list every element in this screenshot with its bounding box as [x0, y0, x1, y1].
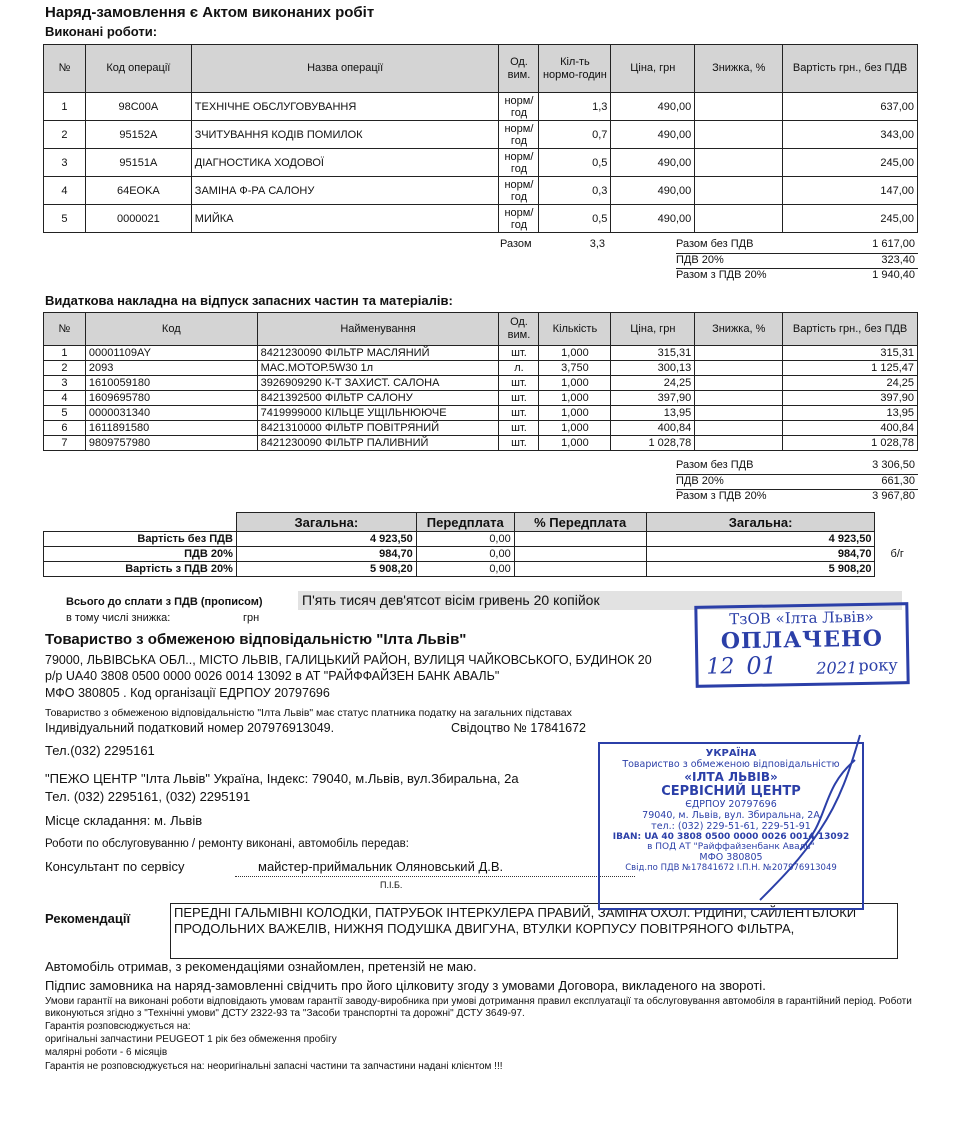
- row-name: 8421392500 ФІЛЬТР САЛОНУ: [257, 391, 499, 406]
- row-number: 4: [44, 391, 86, 406]
- col-total-2: Загальна:: [646, 513, 875, 532]
- stamp-line: в ПОД АТ "Райффайзенбанк Аваль": [647, 842, 815, 852]
- row-discount: [695, 436, 783, 451]
- summary-empty-cell: [875, 513, 919, 532]
- paid-stamp-month: 01: [746, 651, 778, 680]
- row-price: 490,00: [611, 121, 695, 149]
- works-vat-label: ПДВ 20%: [676, 254, 724, 266]
- table-row: [44, 547, 920, 562]
- row-total-2: 5 908,20: [646, 562, 875, 577]
- row-code: 0000021: [85, 205, 191, 233]
- works-total-vat-label: Разом з ПДВ 20%: [676, 269, 767, 281]
- row-code: 64EOKA: [85, 177, 191, 205]
- row-code: 9809757980: [85, 436, 257, 451]
- table-row: [44, 93, 918, 121]
- row-qty: 0,5: [539, 149, 611, 177]
- row-total: 637,00: [783, 93, 918, 121]
- row-discount: [695, 361, 783, 376]
- row-number: 5: [44, 205, 86, 233]
- col-number: №: [44, 313, 86, 346]
- row-unit: норм/год: [499, 177, 539, 205]
- col-discount: Знижка, %: [695, 313, 783, 346]
- table-row: [44, 376, 918, 391]
- table-row: [44, 346, 918, 361]
- row-price: 490,00: [611, 205, 695, 233]
- col-op-code: Код операції: [85, 45, 191, 93]
- row-qty: 3,750: [539, 361, 611, 376]
- row-total: 5 908,20: [236, 562, 416, 577]
- parts-section-title: Видаткова накладна на відпуск запасних частин та матеріалів:: [45, 293, 453, 308]
- col-total: Вартість грн., без ПДВ: [783, 45, 918, 93]
- handover-text: Роботи по обслуговуванню / ремонту виконані, автомобіль передав:: [45, 838, 409, 850]
- works-total-label: Разом без ПДВ: [676, 238, 754, 250]
- stamp-line: «ІЛТА ЛЬВІВ»: [684, 770, 778, 784]
- service-center: "ПЕЖО ЦЕНТР "Ілта Львів" Україна, Індекс: 79040, м.Львів, вул.Збиральна, 2а: [45, 771, 519, 786]
- stamp-line: тел.: (032) 229-51-61, 229-51-91: [651, 821, 811, 832]
- row-name: МАС.МОТОР.5W30 1л: [257, 361, 499, 376]
- row-name: 8421310000 ФІЛЬТР ПОВІТРЯНИЙ: [257, 421, 499, 436]
- row-qty: 1,000: [539, 346, 611, 361]
- signature-scribble: [700, 730, 870, 910]
- row-name: МИЙКА: [191, 205, 499, 233]
- works-table-header: [44, 45, 918, 93]
- works-section-title: Виконані роботи:: [45, 24, 158, 39]
- row-qty: 0,7: [539, 121, 611, 149]
- row-prepay-percent: [514, 547, 646, 562]
- table-row: [44, 177, 918, 205]
- row-total: 400,84: [783, 421, 918, 436]
- warranty-applies: Гарантія розповсюджується на:: [45, 1021, 191, 1032]
- row-number: 2: [44, 361, 86, 376]
- table-row: [44, 361, 918, 376]
- col-price: Ціна, грн: [611, 313, 695, 346]
- row-number: 5: [44, 406, 86, 421]
- paid-stamp-year: 2021: [816, 658, 858, 678]
- row-price: 315,31: [611, 346, 695, 361]
- col-total: Вартість грн., без ПДВ: [783, 313, 918, 346]
- row-extra: б/г: [875, 547, 919, 562]
- row-total-2: 984,70: [646, 547, 875, 562]
- company-mfo: МФО 380805 . Код організації ЕДРПОУ 20797696: [45, 686, 330, 700]
- works-sum-qty: 3,3: [589, 238, 605, 250]
- col-qty: Кількість: [539, 313, 611, 346]
- col-name: Найменування: [257, 313, 499, 346]
- row-number: 1: [44, 93, 86, 121]
- row-extra: [875, 532, 919, 547]
- row-prepay: 0,00: [416, 532, 514, 547]
- row-total: 1 028,78: [783, 436, 918, 451]
- row-total: 984,70: [236, 547, 416, 562]
- row-price: 400,84: [611, 421, 695, 436]
- works-table: [43, 44, 918, 233]
- stamp-line: Товариство з обмеженою відповідальністю: [622, 759, 840, 770]
- company-address: 79000, ЛЬВІВСЬКА ОБЛ.., МІСТО ЛЬВІВ, ГАЛИЦЬКИЙ РАЙОН, ВУЛИЦЯ ЧАЙКОВСЬКОГО, БУДИНОК 20: [45, 653, 652, 667]
- col-discount: Знижка, %: [695, 45, 783, 93]
- row-name: ДІАГНОСТИКА ХОДОВОЇ: [191, 149, 499, 177]
- row-number: 3: [44, 149, 86, 177]
- stamp-line: Свід.по ПДВ №17841672 І.П.Н. №207976913049: [625, 863, 837, 873]
- col-hours: Кіл-ть нормо-годин: [539, 45, 611, 93]
- row-discount: [695, 121, 783, 149]
- row-code: 98C00A: [85, 93, 191, 121]
- col-prepay: Передплата: [416, 513, 514, 532]
- place-of-issue: Місце складання: м. Львів: [45, 813, 203, 828]
- row-qty: 1,000: [539, 436, 611, 451]
- row-number: 4: [44, 177, 86, 205]
- parts-total-value: 3 306,50: [872, 459, 915, 471]
- table-row: [44, 532, 920, 547]
- parts-vat-label: ПДВ 20%: [676, 475, 724, 487]
- amount-words-value: П'ять тисяч дев'ятсот вісім гривень 20 копійок: [298, 591, 902, 610]
- col-price: Ціна, грн: [611, 45, 695, 93]
- row-total-2: 4 923,50: [646, 532, 875, 547]
- signature-line: [235, 876, 635, 877]
- row-unit: л.: [499, 361, 539, 376]
- row-qty: 1,000: [539, 421, 611, 436]
- parts-total-label: Разом без ПДВ: [676, 459, 754, 471]
- row-number: 7: [44, 436, 86, 451]
- company-bank: р/р UA40 3808 0500 0000 0026 0014 13092 в АТ "РАЙФФАЙЗЕН БАНК АВАЛЬ": [45, 669, 500, 683]
- warranty-parts: оригінальні запчастини PEUGEOT 1 рік без обмеження пробігу: [45, 1034, 337, 1045]
- col-code: Код: [85, 313, 257, 346]
- row-number: 1: [44, 346, 86, 361]
- col-number: №: [44, 45, 86, 93]
- row-code: 00001109AY: [85, 346, 257, 361]
- row-total: 13,95: [783, 406, 918, 421]
- row-price: 300,13: [611, 361, 695, 376]
- parts-total-vat-value: 3 967,80: [872, 490, 915, 502]
- row-label: ПДВ 20%: [44, 547, 237, 562]
- discount-unit: грн: [243, 612, 260, 624]
- table-row: [44, 562, 920, 577]
- row-name: ТЕХНІЧНЕ ОБСЛУГОВУВАННЯ: [191, 93, 499, 121]
- amount-words-label: Всього до сплати з ПДВ (прописом): [66, 596, 263, 608]
- row-unit: шт.: [499, 346, 539, 361]
- paid-stamp-day: 12: [706, 654, 735, 680]
- row-unit: шт.: [499, 391, 539, 406]
- row-qty: 1,000: [539, 376, 611, 391]
- row-discount: [695, 149, 783, 177]
- row-code: 0000031340: [85, 406, 257, 421]
- row-total: 397,90: [783, 391, 918, 406]
- service-center-phones: Тел. (032) 2295161, (032) 2295191: [45, 789, 251, 804]
- row-price: 1 028,78: [611, 436, 695, 451]
- stamp-line: ЄДРПОУ 20797696: [685, 799, 777, 810]
- col-unit: Од. вим.: [499, 313, 539, 346]
- summary-empty-cell: [44, 513, 237, 532]
- row-discount: [695, 421, 783, 436]
- stamp-line: МФО 380805: [699, 852, 763, 863]
- company-name: Товариство з обмеженою відповідальністю "Ілта Львів": [45, 631, 467, 648]
- row-name: 8421230090 ФІЛЬТР МАСЛЯНИЙ: [257, 346, 499, 361]
- table-row: [44, 149, 918, 177]
- row-prepay-percent: [514, 532, 646, 547]
- table-row: [44, 391, 918, 406]
- table-row: [44, 205, 918, 233]
- parts-table-header: [44, 313, 918, 346]
- col-total: Загальна:: [236, 513, 416, 532]
- row-name: 7419999000 КІЛЬЦЕ УЩІЛЬНЮЮЧЕ: [257, 406, 499, 421]
- row-code: 2093: [85, 361, 257, 376]
- row-unit: норм/год: [499, 93, 539, 121]
- row-name: ЗАМІНА Ф-РА САЛОНУ: [191, 177, 499, 205]
- row-unit: шт.: [499, 421, 539, 436]
- row-unit: шт.: [499, 406, 539, 421]
- row-name: ЗЧИТУВАННЯ КОДІВ ПОМИЛОК: [191, 121, 499, 149]
- table-row: [44, 406, 918, 421]
- paid-stamp: [694, 602, 909, 688]
- row-discount: [695, 391, 783, 406]
- row-total: 245,00: [783, 149, 918, 177]
- row-price: 13,95: [611, 406, 695, 421]
- parts-total-vat-label: Разом з ПДВ 20%: [676, 490, 767, 502]
- tax-status: Товариство з обмеженою відповідальністю "Ілта Львів" має статус платника податку на загальних підставах: [45, 707, 572, 719]
- row-number: 6: [44, 421, 86, 436]
- company-phone: Тел.(032) 2295161: [45, 743, 155, 758]
- row-discount: [695, 177, 783, 205]
- row-discount: [695, 406, 783, 421]
- tax-number: Індивідуальний податковий номер 207976913049.: [45, 721, 335, 735]
- warranty-paint: малярні роботи - 6 місяців: [45, 1047, 168, 1058]
- parts-table: [43, 312, 918, 451]
- row-price: 490,00: [611, 177, 695, 205]
- row-name: 8421230090 ФІЛЬТР ПАЛИВНИЙ: [257, 436, 499, 451]
- row-unit: норм/год: [499, 121, 539, 149]
- row-qty: 0,5: [539, 205, 611, 233]
- row-unit: норм/год: [499, 149, 539, 177]
- row-qty: 1,000: [539, 406, 611, 421]
- row-prepay-percent: [514, 562, 646, 577]
- signature-note: Підпис замовника на наряд-замовленні свідчить про його цілковиту згоду з умовами Договора, викладеного на звороті.: [45, 978, 766, 993]
- stamp-line: УКРАЇНА: [705, 748, 757, 759]
- recommendations-label: Рекомендації: [45, 911, 131, 926]
- row-label: Вартість з ПДВ 20%: [44, 562, 237, 577]
- row-code: 1610059180: [85, 376, 257, 391]
- row-total: 1 125,47: [783, 361, 918, 376]
- warranty-terms: Умови гарантії на виконані роботи відповідають умовам гарантії заводу-виробника при умові дотримання правил експлуатації та обслуговування автомобіля в гарантійний період. Роботи виконуються згідно з "Технічні умови" ДСТУ 2322-93 та "Засоби транспортні та дорожні" ДСТУ 3649-97.: [45, 996, 912, 1019]
- row-discount: [695, 346, 783, 361]
- parts-vat-value: 661,30: [881, 475, 915, 487]
- row-price: 490,00: [611, 93, 695, 121]
- row-extra: [875, 562, 919, 577]
- row-total: 245,00: [783, 205, 918, 233]
- row-total: 4 923,50: [236, 532, 416, 547]
- discount-label: в тому числі знижка:: [66, 612, 171, 624]
- row-name: 3926909290 К-Т ЗАХИСТ. САЛОНА: [257, 376, 499, 391]
- row-code: 1609695780: [85, 391, 257, 406]
- row-unit: норм/год: [499, 205, 539, 233]
- row-prepay: 0,00: [416, 547, 514, 562]
- row-price: 397,90: [611, 391, 695, 406]
- row-price: 490,00: [611, 149, 695, 177]
- paid-stamp-suffix: року: [858, 655, 898, 676]
- paid-stamp-word: ОПЛАЧЕНО: [720, 625, 884, 655]
- summary-table: [43, 512, 919, 577]
- received-text: Автомобіль отримав, з рекомендаціями ознайомлен, претензій не маю.: [45, 959, 477, 974]
- summary-table-header: [44, 513, 920, 532]
- certificate-number: Свідоцтво № 17841672: [451, 721, 586, 735]
- document-title: Наряд-замовлення є Актом виконаних робіт: [45, 4, 375, 21]
- works-sum-label: Разом: [500, 238, 532, 250]
- row-number: 3: [44, 376, 86, 391]
- pib-label: П.І.Б.: [380, 880, 403, 890]
- table-row: [44, 421, 918, 436]
- row-number: 2: [44, 121, 86, 149]
- recommendations-text: ПЕРЕДНІ ГАЛЬМІВНІ КОЛОДКИ, ПАТРУБОК ІНТЕРКУЛЕРА ПРАВИЙ, ЗАМІНА ОХОЛ. РІДИНИ, САЙЛЕНТБЛОКИ ПРОДОЛЬНИХ ВАЖЕЛІВ, НИЖНЯ ПОДУШКА ДВИГУНА, ВТУЛКИ КОРПУСУ ПОВІТРЯНОГО ФІЛЬТРА,: [170, 903, 898, 959]
- row-total: 24,25: [783, 376, 918, 391]
- row-discount: [695, 93, 783, 121]
- row-discount: [695, 376, 783, 391]
- stamp-line: СЕРВІСНИЙ ЦЕНТР: [661, 784, 801, 799]
- row-code: 1611891580: [85, 421, 257, 436]
- row-discount: [695, 205, 783, 233]
- consultant-label: Консультант по сервісу: [45, 859, 185, 874]
- row-total: 343,00: [783, 121, 918, 149]
- warranty-exclusions: Гарантія не розповсюджується на: неоригінальні запасні частини та запчастини надані клієнтом !!!: [45, 1061, 503, 1072]
- row-label: Вартість без ПДВ: [44, 532, 237, 547]
- works-vat-value: 323,40: [881, 254, 915, 266]
- row-total: 315,31: [783, 346, 918, 361]
- works-total-value: 1 617,00: [872, 238, 915, 250]
- row-prepay: 0,00: [416, 562, 514, 577]
- row-total: 147,00: [783, 177, 918, 205]
- stamp-line: IBAN: UA 40 3808 0500 0000 0026 0014 13092: [612, 832, 850, 842]
- stamp-line: 79040, м. Львів, вул. Збиральна, 2А: [642, 810, 820, 821]
- works-total-vat-value: 1 940,40: [872, 269, 915, 281]
- paid-stamp-company: ТзОВ «Ілта Львів»: [729, 607, 874, 629]
- row-code: 95152A: [85, 121, 191, 149]
- row-unit: шт.: [499, 436, 539, 451]
- col-op-name: Назва операції: [191, 45, 499, 93]
- row-code: 95151A: [85, 149, 191, 177]
- table-row: [44, 436, 918, 451]
- table-row: [44, 121, 918, 149]
- row-unit: шт.: [499, 376, 539, 391]
- row-price: 24,25: [611, 376, 695, 391]
- row-qty: 0,3: [539, 177, 611, 205]
- col-prepay-percent: % Передплата: [514, 513, 646, 532]
- row-qty: 1,000: [539, 391, 611, 406]
- col-unit: Од. вим.: [499, 45, 539, 93]
- consultant-name: майстер-приймальник Оляновський Д.В.: [258, 859, 504, 874]
- row-qty: 1,3: [539, 93, 611, 121]
